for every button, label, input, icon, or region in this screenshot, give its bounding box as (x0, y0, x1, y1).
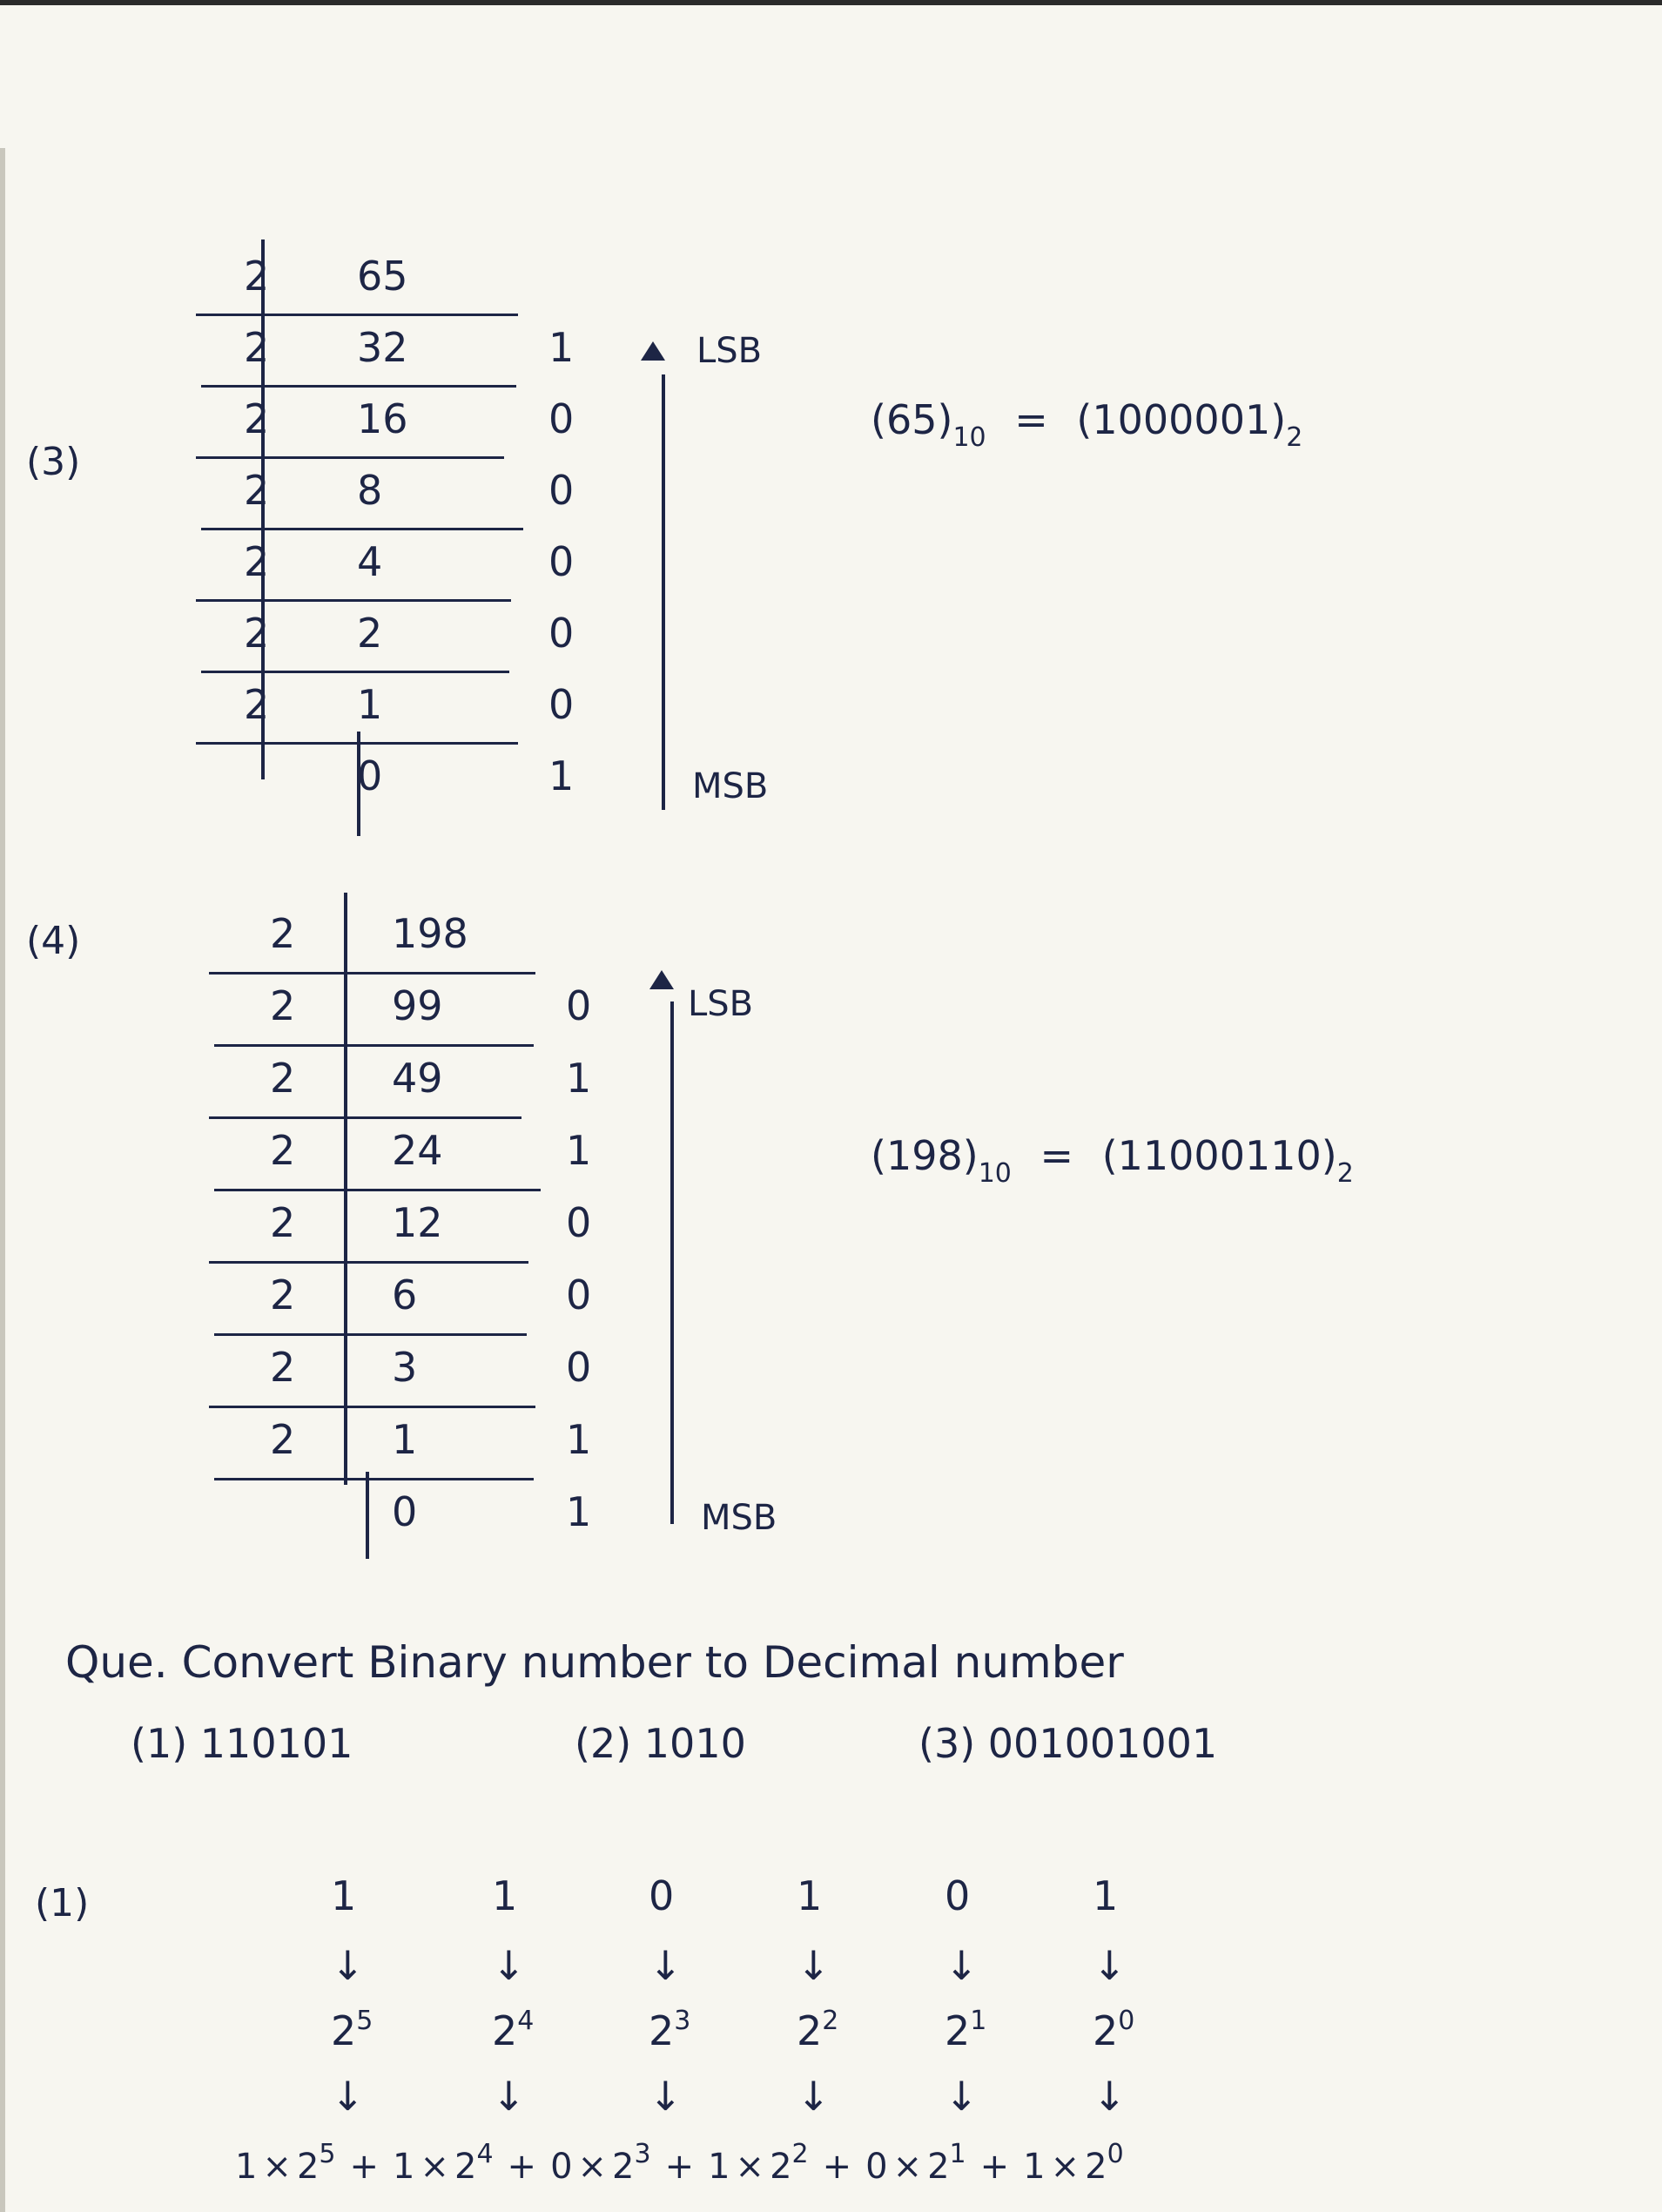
p3-remainder-2: 0 (548, 467, 575, 514)
down-arrow-icon: ↓ (945, 1942, 979, 1989)
down-arrow-icon: ↓ (331, 2073, 365, 2120)
expansion-term-2 (550, 2139, 651, 2187)
p3-result-equals: = (1014, 396, 1048, 443)
p4-divisor-row-4: 2 (270, 1199, 296, 1246)
power-5 (1093, 2007, 1134, 2054)
problem-4-label: (4) (26, 919, 81, 963)
power-base: 2 (492, 2007, 518, 2054)
down-arrow-icon: ↓ (797, 1942, 831, 1989)
p3-row-divider-4 (196, 599, 511, 602)
term-exponent: 1 (949, 2139, 966, 2169)
p4-result (871, 1132, 1354, 1189)
bit-1: 1 (492, 1872, 518, 1919)
p3-remainder-5: 0 (548, 681, 575, 728)
term-coefficient: 1 (1023, 2147, 1046, 2187)
p4-remainder-4: 0 (566, 1271, 592, 1318)
expansion-term-1 (393, 2139, 494, 2187)
p3-divisor-row-6: 2 (244, 681, 270, 728)
term-base: 2 (927, 2147, 950, 2187)
power-4 (945, 2007, 986, 2054)
p4-remainder-0: 0 (566, 982, 592, 1029)
p4-result-equals: = (1040, 1132, 1074, 1179)
p4-row-divider-7 (214, 1478, 534, 1480)
term-coefficient: 0 (550, 2147, 573, 2187)
p4-row-divider-6 (209, 1406, 535, 1408)
p4-row-divider-4 (209, 1261, 528, 1264)
down-arrow-icon: ↓ (492, 2073, 526, 2120)
p3-result-lhs: (65) (871, 396, 953, 443)
p3-row-divider-6 (196, 742, 518, 745)
p3-remainder-4: 0 (548, 610, 575, 657)
power-base: 2 (797, 2007, 823, 2054)
term-base: 2 (454, 2147, 477, 2187)
p3-remainder-3: 0 (548, 538, 575, 585)
plus-sign: + (664, 2147, 695, 2187)
question-title: Que. Convert Binary number to Decimal number (65, 1637, 1124, 1688)
p4-divisor-row-7: 2 (270, 1416, 296, 1463)
p3-dividend-row-2: 16 (357, 395, 408, 442)
p3-dividend-row-7: 0 (357, 752, 383, 799)
p4-dividend-row-0: 198 (392, 910, 468, 957)
term-base: 2 (612, 2147, 635, 2187)
down-arrow-icon: ↓ (331, 1942, 365, 1989)
term-coefficient: 1 (235, 2147, 258, 2187)
term-exponent: 0 (1107, 2139, 1124, 2169)
p4-dividend-row-1: 99 (392, 982, 443, 1029)
p4-dividend-row-2: 49 (392, 1055, 443, 1102)
p3-dividend-row-1: 32 (357, 324, 408, 371)
down-arrow-icon: ↓ (945, 2073, 979, 2120)
power-base: 2 (649, 2007, 675, 2054)
power-0 (331, 2007, 373, 2054)
power-exponent: 0 (1118, 2006, 1135, 2036)
power-2 (649, 2007, 690, 2054)
p3-remainder-0: 1 (548, 324, 575, 371)
term-base: 2 (770, 2147, 792, 2187)
down-arrow-icon: ↓ (649, 1942, 683, 1989)
p3-remainder-1: 0 (548, 395, 575, 442)
p4-arrow-shaft (670, 1001, 674, 1524)
p4-remainder-6: 1 (566, 1416, 592, 1463)
bit-4: 0 (945, 1872, 971, 1919)
question-item-3: (3) 001001001 (918, 1720, 1218, 1767)
times-sign: × (420, 2147, 449, 2187)
p3-msb-label: MSB (692, 766, 769, 806)
bit-5: 1 (1093, 1872, 1119, 1919)
expansion-term-5 (1023, 2139, 1124, 2187)
down-arrow-icon: ↓ (1093, 2073, 1127, 2120)
p4-dividend-row-7: 1 (392, 1416, 418, 1463)
p3-divisor-row-2: 2 (244, 395, 270, 442)
p4-remainder-2: 1 (566, 1127, 592, 1174)
p3-result-lhs-base: 10 (952, 422, 986, 453)
p3-divisor-row-0: 2 (244, 253, 270, 300)
power-exponent: 5 (356, 2006, 373, 2036)
p4-dividend-row-8: 0 (392, 1488, 418, 1535)
power-exponent: 2 (822, 2006, 839, 2036)
term-base: 2 (296, 2147, 320, 2187)
p4-row-divider-2 (209, 1116, 521, 1119)
times-sign: × (262, 2147, 292, 2187)
p4-remainder-3: 0 (566, 1199, 592, 1246)
expansion-term-0 (235, 2139, 336, 2187)
power-base: 2 (331, 2007, 357, 2054)
p4-divisor-row-2: 2 (270, 1055, 296, 1102)
term-coefficient: 1 (708, 2147, 730, 2187)
power-exponent: 3 (674, 2006, 691, 2036)
plus-sign: + (822, 2147, 852, 2187)
p3-row-divider-5 (201, 671, 509, 673)
times-sign: × (577, 2147, 608, 2187)
plus-sign: + (349, 2147, 380, 2187)
p4-remainder-7: 1 (566, 1488, 592, 1535)
times-sign: × (735, 2147, 765, 2187)
down-arrow-icon: ↓ (1093, 1942, 1127, 1989)
p4-remainder-1: 1 (566, 1055, 592, 1102)
page-top-edge (0, 0, 1662, 5)
p4-quotient-tail-line (366, 1472, 369, 1559)
term-exponent: 4 (476, 2139, 494, 2169)
p4-lsb-label: LSB (688, 984, 754, 1024)
power-3 (797, 2007, 838, 2054)
plus-sign: + (979, 2147, 1010, 2187)
p3-row-divider-2 (196, 456, 504, 459)
p3-dividend-row-0: 65 (357, 253, 408, 300)
plus-sign: + (507, 2147, 537, 2187)
p4-msb-label: MSB (701, 1498, 777, 1538)
p4-divisor-row-0: 2 (270, 910, 296, 957)
term-exponent: 2 (791, 2139, 809, 2169)
p3-result-rhs: (1000001) (1076, 396, 1287, 443)
p4-divisor-row-6: 2 (270, 1344, 296, 1391)
p3-arrow-shaft (662, 374, 665, 810)
solution-1-label: (1) (35, 1881, 90, 1925)
times-sign: × (1050, 2147, 1080, 2187)
down-arrow-icon: ↓ (649, 2073, 683, 2120)
p3-divisor-row-3: 2 (244, 467, 270, 514)
power-1 (492, 2007, 534, 2054)
times-sign: × (892, 2147, 923, 2187)
term-base: 2 (1085, 2147, 1107, 2187)
p4-dividend-row-3: 24 (392, 1127, 443, 1174)
question-item-1: (1) 110101 (131, 1720, 353, 1767)
term-exponent: 5 (319, 2139, 336, 2169)
bit-0: 1 (331, 1872, 357, 1919)
p4-result-lhs: (198) (871, 1132, 979, 1179)
p3-dividend-row-6: 1 (357, 681, 383, 728)
p3-divisor-row-5: 2 (244, 610, 270, 657)
p3-dividend-row-5: 2 (357, 610, 383, 657)
down-arrow-icon: ↓ (492, 1942, 526, 1989)
p4-result-rhs: (11000110) (1101, 1132, 1337, 1179)
p4-dividend-row-4: 12 (392, 1199, 443, 1246)
bit-2: 0 (649, 1872, 675, 1919)
expansion-term-4 (865, 2139, 966, 2187)
expansion-expression (235, 2139, 1124, 2187)
p3-lsb-label: LSB (696, 331, 763, 371)
p4-remainder-5: 0 (566, 1344, 592, 1391)
p3-row-divider-0 (196, 314, 518, 316)
p3-divisor-row-4: 2 (244, 538, 270, 585)
p4-dividend-row-5: 6 (392, 1271, 418, 1318)
p3-dividend-row-4: 4 (357, 538, 383, 585)
p4-row-divider-5 (214, 1333, 527, 1336)
power-exponent: 1 (970, 2006, 987, 2036)
p3-remainder-6: 1 (548, 752, 575, 799)
expansion-term-3 (708, 2139, 809, 2187)
p4-row-divider-1 (214, 1044, 534, 1047)
bit-3: 1 (797, 1872, 823, 1919)
p3-divisor-row-1: 2 (244, 324, 270, 371)
p3-dividend-row-3: 8 (357, 467, 383, 514)
p3-result-rhs-base: 2 (1286, 422, 1303, 453)
p3-row-divider-3 (201, 528, 523, 530)
power-base: 2 (945, 2007, 971, 2054)
p4-result-rhs-base: 2 (1336, 1158, 1354, 1189)
power-exponent: 4 (517, 2006, 535, 2036)
term-coefficient: 1 (393, 2147, 415, 2187)
p4-dividend-row-6: 3 (392, 1344, 418, 1391)
term-coefficient: 0 (865, 2147, 888, 2187)
p4-row-divider-3 (214, 1189, 541, 1191)
p4-divisor-row-1: 2 (270, 982, 296, 1029)
term-exponent: 3 (634, 2139, 651, 2169)
p4-divisor-row-3: 2 (270, 1127, 296, 1174)
power-base: 2 (1093, 2007, 1119, 2054)
p4-result-lhs-base: 10 (978, 1158, 1012, 1189)
down-arrow-icon: ↓ (797, 2073, 831, 2120)
p4-divisor-row-5: 2 (270, 1271, 296, 1318)
question-item-2: (2) 1010 (575, 1720, 746, 1767)
problem-3-label: (3) (26, 440, 81, 484)
p3-row-divider-1 (201, 385, 516, 388)
page-left-edge (0, 148, 5, 2212)
p3-result (871, 396, 1303, 453)
p4-row-divider-0 (209, 972, 535, 974)
